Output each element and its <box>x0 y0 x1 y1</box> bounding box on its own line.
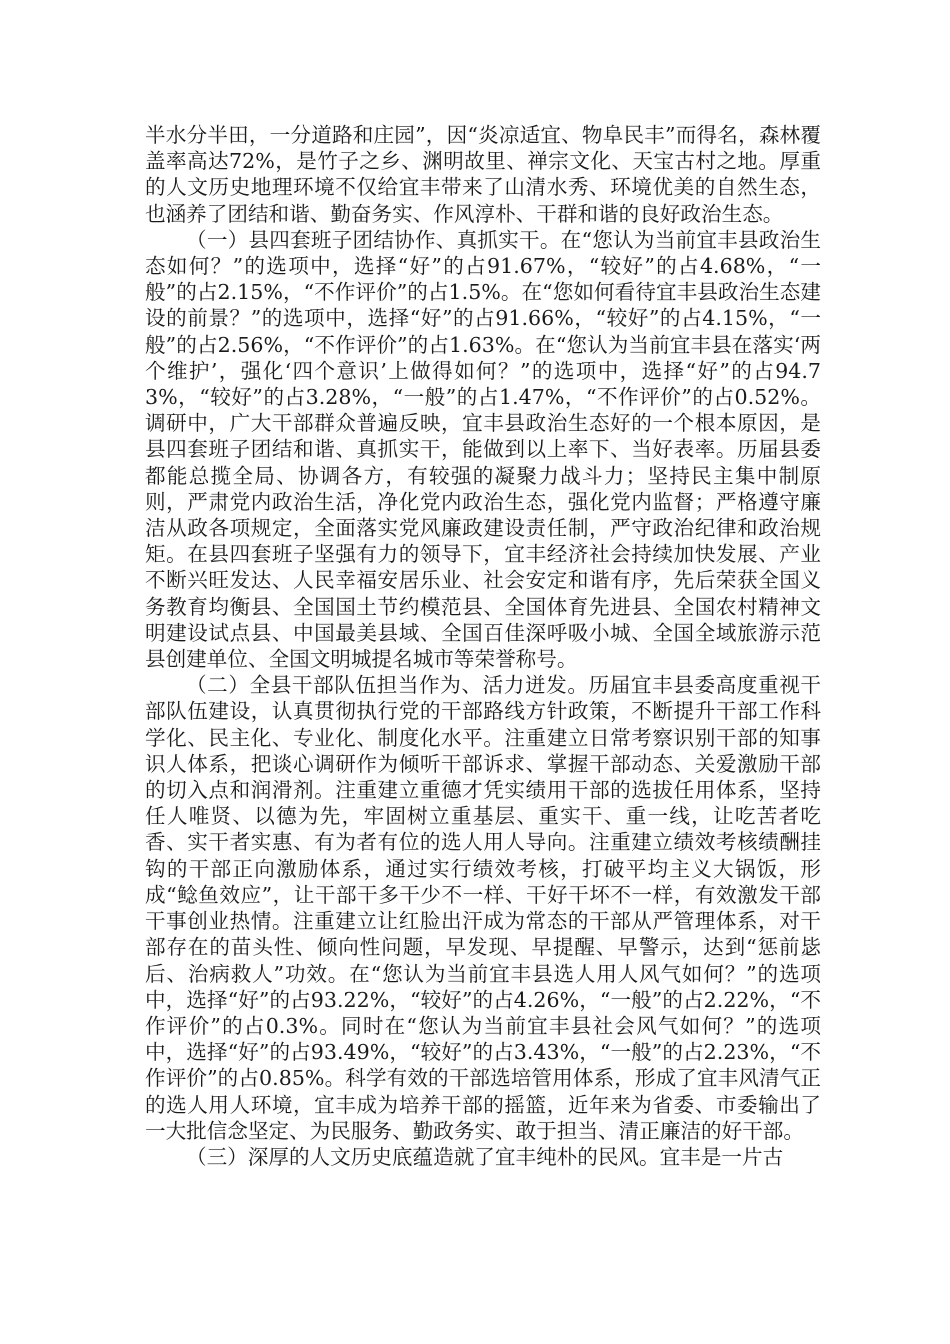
paragraph-section-2: （二）全县干部队伍担当作为、活力迸发。历届宜丰县委高度重视干部队伍建设，认真贯彻执行党的干部路线方针政策，不断提升干部工作科学化、民主化、专业化、制度化水平。注重建立日常考察识别干部的知事识人体系，把谈心调研作为倾听干部诉求、掌握干部动态、关爱激励干部的切入点和润滑剂。注重建立重德才凭实绩用干部的选拔任用体系，坚持任人唯贤、以德为先，牢固树立重基层、重实干、重一线，让吃苦者吃香、实干者实惠、有为者有位的选人用人导向。注重建立绩效考核绩酬挂钩的干部正向激励体系，通过实行绩效考核，打破平均主义大锅饭，形成“鲶鱼效应”，让干部干多干少不一样、干好干坏不一样，有效激发干部干事创业热情。注重建立让红脸出汗成为常态的干部从严管理体系，对干部存在的苗头性、倾向性问题，早发现、早提醒、早警示，达到“惩前毖后、治病救人”功效。在“您认为当前宜丰县选人用人风气如何？”的选项中，选择“好”的占93.22%，“较好”的占4.26%，“一般”的占2.22%，“不作评价”的占0.3%。同时在“您认为当前宜丰县社会风气如何？”的选项中，选择“好”的占93.49%，“较好”的占3.43%，“一般”的占2.23%，“不作评价”的占0.85%。科学有效的干部选培管用体系，形成了宜丰风清气正的选人用人环境，宜丰成为培养干部的摇篮，近年来为省委、市委输出了一大批信念坚定、为民服务、勤政务实、敢于担当、清正廉洁的好干部。 <box>145 673 821 1143</box>
paragraph-intro-continued: 半水分半田，一分道路和庄园”，因“炎凉适宜、物阜民丰”而得名，森林覆盖率高达72%，是竹子之乡、渊明故里、禅宗文化、天宝古村之地。厚重的人文历史地理环境不仅给宜丰带来了山清水秀、环境优美的自然生态，也涵养了团结和谐、勤奋务实、作风淳朴、干群和谐的良好政治生态。 <box>145 123 821 226</box>
body-text <box>145 122 821 1170</box>
paragraph-section-1: （一）县四套班子团结协作、真抓实干。在“您认为当前宜丰县政治生态如何？”的选项中，选择“好”的占91.67%，“较好”的占4.68%，“一般”的占2.15%，“不作评价”的占1.5%。在“您如何看待宜丰县政治生态建设的前景？”的选项中，选择“好”的占91.66%，“较好”的占4.15%，“一般”的占2.56%，“不作评价”的占1.63%。在“您认为当前宜丰县在落实‘两个维护’，强化‘四个意识’上做得如何？”的选项中，选择“好”的占94.73%，“较好”的占3.28%，“一般”的占1.47%，“不作评价”的占0.52%。调研中，广大干部群众普遍反映，宜丰县政治生态好的一个根本原因，是县四套班子团结和谐、真抓实干，能做到以上率下、当好表率。历届县委都能总揽全局、协调各方，有较强的凝聚力战斗力；坚持民主集中制原则，严肃党内政治生活，净化党内政治生态，强化党内监督；严格遵守廉洁从政各项规定，全面落实党风廉政建设责任制，严守政治纪律和政治规矩。在县四套班子坚强有力的领导下，宜丰经济社会持续加快发展、产业不断兴旺发达、人民幸福安居乐业、社会安定和谐有序，先后荣获全国义务教育均衡县、全国国土节约模范县、全国体育先进县、全国农村精神文明建设试点县、中国最美县域、全国百佳深呼吸小城、全国全域旅游示范县创建单位、全国文明城提名城市等荣誉称号。 <box>145 227 821 672</box>
paragraph-section-3: （三）深厚的人文历史底蕴造就了宜丰纯朴的民风。宜丰是一片古 <box>186 1144 784 1169</box>
